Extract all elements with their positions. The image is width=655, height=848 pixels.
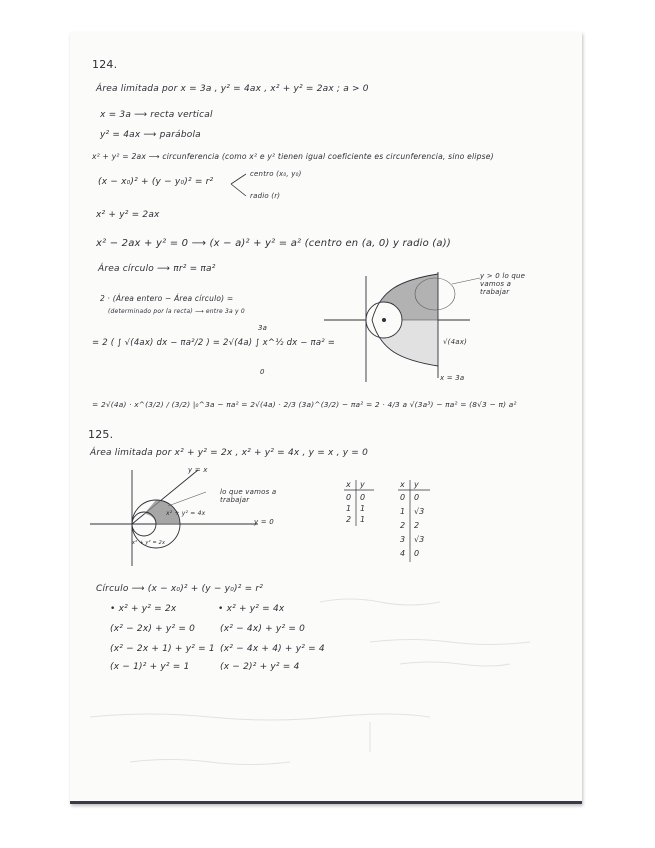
table-cell: 0 xyxy=(414,549,420,558)
problem-125-statement: Área limitada por x² + y² = 2x , x² + y² = 4x , y = x , y = 0 xyxy=(90,448,369,458)
radius-label: radio (r) xyxy=(250,192,281,200)
table-cell: 1 xyxy=(400,507,406,516)
center-label: centro (x₀, y₀) xyxy=(250,170,302,178)
integral-lower-limit: 0 xyxy=(260,368,265,376)
left-step-1: • x² + y² = 2x xyxy=(110,604,177,614)
table-circle-header-x: x xyxy=(400,480,405,489)
line-parabola: y² = 4ax ⟶ parábola xyxy=(100,130,201,140)
table-cell: 2 xyxy=(400,521,406,530)
problem-125-number: 125. xyxy=(88,428,114,441)
line-area-formula: 2 · (Área entero − Área círculo) = xyxy=(100,294,234,303)
left-step-4: (x − 1)² + y² = 1 xyxy=(110,662,190,672)
brace-arrow xyxy=(230,170,250,200)
graph-125-yx-label: y = x xyxy=(188,466,208,474)
line-circumference: x² + y² = 2ax ⟶ circunferencia (como x² e y² tienen igual coeficiente es circunferencia, sino elipse) xyxy=(92,152,494,161)
right-step-3: (x² − 4x + 4) + y² = 4 xyxy=(220,644,325,654)
table-circle xyxy=(396,478,440,568)
problem-124-statement: Área limitada por x = 3a , y² = 4ax , x² + y² = 2ax ; a > 0 xyxy=(96,84,369,94)
graph-124-line-label: x = 3a xyxy=(440,374,465,382)
graph-125-y0-label: y = 0 xyxy=(254,518,274,526)
line-complete-square: x² − 2ax + y² = 0 ⟶ (x − a)² + y² = a² (centro en (a, 0) y radio (a)) xyxy=(96,238,451,249)
table-cell: 2 xyxy=(346,515,352,524)
line-integral: = 2 ( ∫ √(4ax) dx − πa²/2 ) = 2√(4a) ∫ x^½ dx − πa² = xyxy=(92,338,336,348)
line-area-circle: Área círculo ⟶ πr² = πa² xyxy=(98,264,216,274)
show-through-marks xyxy=(70,572,582,804)
circle-general-eq: (x − x₀)² + (y − y₀)² = r² xyxy=(98,177,214,187)
left-step-2: (x² − 2x) + y² = 0 xyxy=(110,624,196,634)
graph-125-small-circle-label: x² + y² = 2x xyxy=(132,540,166,546)
table-cell: 0 xyxy=(346,493,352,502)
table-cell: √3 xyxy=(414,507,425,516)
table-cell: 1 xyxy=(360,504,366,513)
graph-125-note: lo que vamos a trabajar xyxy=(220,488,277,504)
graph-125-big-circle-label: x² + y² = 4x xyxy=(166,510,206,517)
table-cell: 0 xyxy=(400,493,406,502)
line-vertical: x = 3a ⟶ recta vertical xyxy=(100,110,213,120)
line-area-note: (determinado por la recta) ⟶ entre 3a y 0 xyxy=(108,308,245,315)
notebook-page xyxy=(70,32,582,804)
right-step-4: (x − 2)² + y² = 4 xyxy=(220,662,300,672)
table-cell: 0 xyxy=(414,493,420,502)
table-line xyxy=(342,478,382,538)
table-cell: 1 xyxy=(360,515,366,524)
table-line-header-y: y xyxy=(360,480,365,489)
graph-125 xyxy=(88,462,288,572)
problem-124-number: 124. xyxy=(92,58,118,71)
table-cell: 4 xyxy=(400,549,406,558)
right-step-1: • x² + y² = 4x xyxy=(218,604,285,614)
line-circle-eq: x² + y² = 2ax xyxy=(96,210,160,220)
line-result: = 2√(4a) · x^(3/2) / (3/2) |₀^3a − πa² = 2√(4a) · 2/3 (3a)^(3/2) − πa² = 2 · 4/3 a √(3a³) − πa² = (8√3 − π) a² xyxy=(92,400,517,409)
left-step-3: (x² − 2x + 1) + y² = 1 xyxy=(110,644,215,654)
graph-124-curve-label: √(4ax) xyxy=(443,338,468,346)
graph-124-note: y > 0 lo que vamos a trabajar xyxy=(480,272,526,296)
table-cell: 3 xyxy=(400,535,406,544)
table-cell: √3 xyxy=(414,535,425,544)
circle-general-line: Círculo ⟶ (x − x₀)² + (y − y₀)² = r² xyxy=(96,584,264,594)
table-line-header-x: x xyxy=(346,480,351,489)
right-step-2: (x² − 4x) + y² = 0 xyxy=(220,624,306,634)
table-cell: 1 xyxy=(346,504,352,513)
table-cell: 0 xyxy=(360,493,366,502)
table-cell: 2 xyxy=(414,521,420,530)
integral-upper-limit: 3a xyxy=(258,324,268,332)
table-circle-header-y: y xyxy=(414,480,419,489)
